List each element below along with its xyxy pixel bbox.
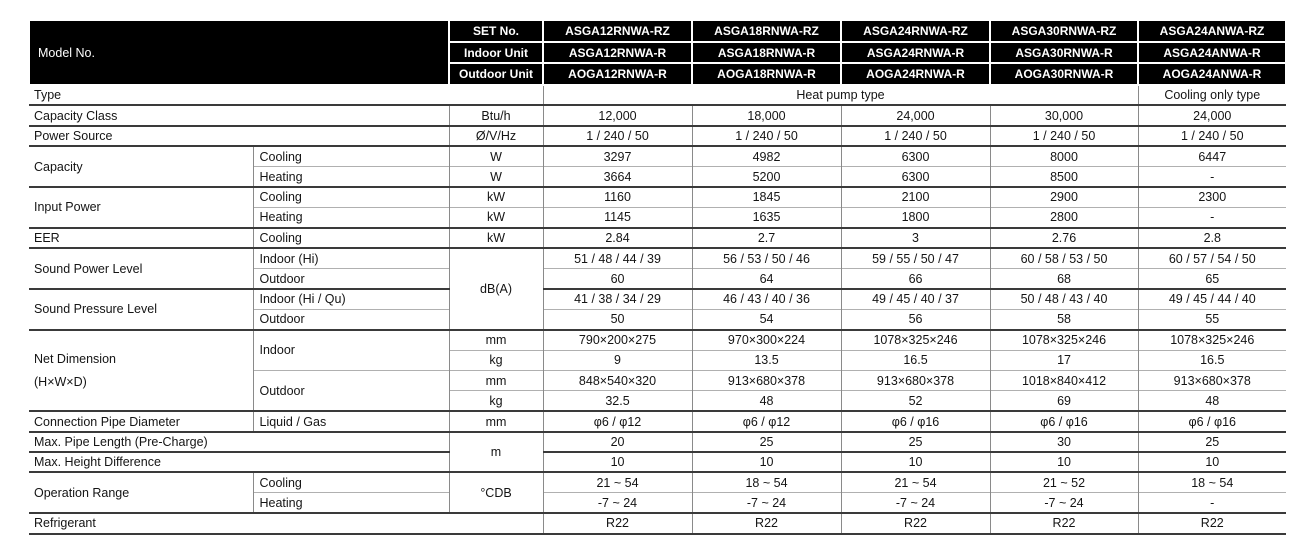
row-eer (29, 228, 1286, 248)
value-cell: 56 (841, 309, 990, 329)
indoor-unit-value: ASGA30RNWA-R (990, 42, 1138, 64)
value-cell: φ6 / φ16 (1138, 411, 1286, 431)
sound-power-outdoor-sublabel: Outdoor (253, 269, 449, 289)
eer-unit: kW (449, 228, 543, 248)
sound-pressure-outdoor-sublabel: Outdoor (253, 309, 449, 329)
value-cell: 64 (692, 269, 841, 289)
row-sound-pressure-indoor (29, 289, 1286, 309)
set-no-value: ASGA30RNWA-RZ (990, 20, 1138, 42)
value-cell: 13.5 (692, 350, 841, 370)
value-cell: 25 (841, 432, 990, 452)
value-cell: 66 (841, 269, 990, 289)
max-height-difference-label: Max. Height Difference (29, 452, 449, 472)
row-power-source (29, 126, 1286, 146)
type-label: Type (34, 88, 62, 103)
type-cooling-only-value: Cooling only type (1138, 85, 1286, 105)
value-cell: 1 / 240 / 50 (990, 126, 1138, 146)
row-connection-pipe (29, 411, 1286, 431)
net-dim-indoor-kg-unit: kg (449, 350, 543, 370)
value-cell: 20 (543, 432, 692, 452)
value-cell: R22 (543, 513, 692, 533)
value-cell: 2800 (990, 207, 1138, 227)
indoor-unit-label: Indoor Unit (449, 42, 543, 64)
power-source-unit: Ø/V/Hz (449, 126, 543, 146)
indoor-unit-value: ASGA24RNWA-R (841, 42, 990, 64)
value-cell: 12,000 (543, 105, 692, 125)
value-cell: - (1138, 207, 1286, 227)
row-type (29, 85, 1286, 105)
power-source-label: Power Source (29, 126, 449, 146)
net-dim-indoor-sublabel: Indoor (253, 330, 449, 371)
value-cell: 16.5 (1138, 350, 1286, 370)
value-cell: 24,000 (1138, 105, 1286, 125)
input-power-cooling-unit: kW (449, 187, 543, 207)
indoor-unit-value: ASGA24ANWA-R (1138, 42, 1286, 64)
value-cell: 68 (990, 269, 1138, 289)
value-cell: 56 / 53 / 50 / 46 (692, 248, 841, 268)
value-cell: 17 (990, 350, 1138, 370)
net-dimension-label-line2: (H×W×D) (34, 375, 87, 390)
max-pipe-length-label: Max. Pipe Length (Pre-Charge) (29, 432, 449, 452)
outdoor-unit-label: Outdoor Unit (449, 63, 543, 85)
input-power-heating-unit: kW (449, 207, 543, 227)
value-cell: 18,000 (692, 105, 841, 125)
value-cell: 25 (1138, 432, 1286, 452)
sound-power-indoor-sublabel: Indoor (Hi) (253, 248, 449, 268)
value-cell: 30,000 (990, 105, 1138, 125)
value-cell: 51 / 48 / 44 / 39 (543, 248, 692, 268)
row-capacity-class (29, 105, 1286, 125)
value-cell: R22 (692, 513, 841, 533)
input-power-cooling-sublabel: Cooling (253, 187, 449, 207)
value-cell: 8000 (990, 146, 1138, 166)
value-cell: 21 ~ 54 (841, 472, 990, 492)
value-cell: -7 ~ 24 (543, 493, 692, 513)
value-cell: 2100 (841, 187, 990, 207)
row-operation-range-cooling (29, 472, 1286, 492)
sound-power-label: Sound Power Level (29, 248, 253, 289)
net-dim-outdoor-kg-unit: kg (449, 391, 543, 411)
capacity-class-label: Capacity Class (29, 105, 449, 125)
capacity-cooling-unit: W (449, 146, 543, 166)
value-cell: 10 (1138, 452, 1286, 472)
model-no-header: Model No. (29, 20, 449, 85)
row-sound-power-indoor (29, 248, 1286, 268)
value-cell: 1635 (692, 207, 841, 227)
value-cell: 1 / 240 / 50 (841, 126, 990, 146)
net-dim-outdoor-sublabel: Outdoor (253, 371, 449, 412)
value-cell: 1018×840×412 (990, 371, 1138, 391)
set-no-value: ASGA18RNWA-RZ (692, 20, 841, 42)
outdoor-unit-value: AOGA24RNWA-R (841, 63, 990, 85)
value-cell: 5200 (692, 167, 841, 187)
value-cell: 8500 (990, 167, 1138, 187)
value-cell: 848×540×320 (543, 371, 692, 391)
value-cell: 30 (990, 432, 1138, 452)
connection-pipe-unit: mm (449, 411, 543, 431)
spec-table (28, 19, 1287, 535)
header-row-set-no (29, 20, 1286, 42)
sound-level-unit: dB(A) (449, 248, 543, 330)
value-cell: 1078×325×246 (990, 330, 1138, 350)
value-cell: 3664 (543, 167, 692, 187)
value-cell: - (1138, 493, 1286, 513)
connection-pipe-label: Connection Pipe Diameter (29, 411, 253, 431)
set-no-value: ASGA24ANWA-RZ (1138, 20, 1286, 42)
row-capacity-cooling (29, 146, 1286, 166)
value-cell: 50 / 48 / 43 / 40 (990, 289, 1138, 309)
net-dim-indoor-mm-unit: mm (449, 330, 543, 350)
operation-range-label: Operation Range (29, 472, 253, 513)
connection-pipe-sublabel: Liquid / Gas (253, 411, 449, 431)
value-cell: 25 (692, 432, 841, 452)
value-cell: 2300 (1138, 187, 1286, 207)
input-power-label: Input Power (29, 187, 253, 228)
value-cell: 970×300×224 (692, 330, 841, 350)
operation-range-heating-sublabel: Heating (253, 493, 449, 513)
value-cell: 2.84 (543, 228, 692, 248)
value-cell: 6300 (841, 146, 990, 166)
value-cell: - (1138, 167, 1286, 187)
row-input-power-cooling (29, 187, 1286, 207)
indoor-unit-value: ASGA18RNWA-R (692, 42, 841, 64)
set-no-value: ASGA24RNWA-RZ (841, 20, 990, 42)
value-cell: 10 (990, 452, 1138, 472)
value-cell: -7 ~ 24 (841, 493, 990, 513)
value-cell: 24,000 (841, 105, 990, 125)
value-cell: 69 (990, 391, 1138, 411)
eer-cooling-sublabel: Cooling (253, 228, 449, 248)
value-cell: φ6 / φ16 (841, 411, 990, 431)
value-cell: 59 / 55 / 50 / 47 (841, 248, 990, 268)
value-cell: 50 (543, 309, 692, 329)
value-cell: 60 (543, 269, 692, 289)
value-cell: 16.5 (841, 350, 990, 370)
value-cell: 21 ~ 52 (990, 472, 1138, 492)
capacity-label: Capacity (29, 146, 253, 187)
sound-pressure-indoor-sublabel: Indoor (Hi / Qu) (253, 289, 449, 309)
indoor-unit-value: ASGA12RNWA-R (543, 42, 692, 64)
capacity-heating-unit: W (449, 167, 543, 187)
value-cell: R22 (841, 513, 990, 533)
set-no-label: SET No. (449, 20, 543, 42)
value-cell: 65 (1138, 269, 1286, 289)
value-cell: 54 (692, 309, 841, 329)
value-cell: 58 (990, 309, 1138, 329)
net-dim-outdoor-mm-unit: mm (449, 371, 543, 391)
value-cell: 2.7 (692, 228, 841, 248)
value-cell: 18 ~ 54 (692, 472, 841, 492)
value-cell: R22 (1138, 513, 1286, 533)
value-cell: φ6 / φ12 (692, 411, 841, 431)
value-cell: 6300 (841, 167, 990, 187)
input-power-heating-sublabel: Heating (253, 207, 449, 227)
value-cell: 48 (692, 391, 841, 411)
value-cell: φ6 / φ12 (543, 411, 692, 431)
value-cell: 60 / 57 / 54 / 50 (1138, 248, 1286, 268)
value-cell: 49 / 45 / 40 / 37 (841, 289, 990, 309)
row-max-pipe-length (29, 432, 1286, 452)
net-dimension-label (29, 330, 253, 412)
value-cell: 2900 (990, 187, 1138, 207)
row-max-height-difference (29, 452, 1286, 472)
value-cell: 49 / 45 / 44 / 40 (1138, 289, 1286, 309)
value-cell: 3297 (543, 146, 692, 166)
outdoor-unit-value: AOGA24ANWA-R (1138, 63, 1286, 85)
row-refrigerant (29, 513, 1286, 533)
capacity-class-unit: Btu/h (449, 105, 543, 125)
value-cell: 2.8 (1138, 228, 1286, 248)
value-cell: 1078×325×246 (841, 330, 990, 350)
set-no-value: ASGA12RNWA-RZ (543, 20, 692, 42)
sound-pressure-label: Sound Pressure Level (29, 289, 253, 330)
value-cell: 1845 (692, 187, 841, 207)
value-cell: φ6 / φ16 (990, 411, 1138, 431)
value-cell: 4982 (692, 146, 841, 166)
value-cell: 60 / 58 / 53 / 50 (990, 248, 1138, 268)
outdoor-unit-value: AOGA30RNWA-R (990, 63, 1138, 85)
capacity-heating-sublabel: Heating (253, 167, 449, 187)
row-net-dim-indoor-mm (29, 330, 1286, 350)
value-cell: 41 / 38 / 34 / 29 (543, 289, 692, 309)
value-cell: 1800 (841, 207, 990, 227)
value-cell: 1078×325×246 (1138, 330, 1286, 350)
value-cell: 32.5 (543, 391, 692, 411)
value-cell: 1160 (543, 187, 692, 207)
capacity-cooling-sublabel: Cooling (253, 146, 449, 166)
value-cell: -7 ~ 24 (692, 493, 841, 513)
type-heat-pump-value: Heat pump type (543, 85, 1138, 105)
value-cell: 3 (841, 228, 990, 248)
value-cell: 48 (1138, 391, 1286, 411)
value-cell: 55 (1138, 309, 1286, 329)
operation-range-cooling-sublabel: Cooling (253, 472, 449, 492)
value-cell: 913×680×378 (1138, 371, 1286, 391)
value-cell: 1 / 240 / 50 (543, 126, 692, 146)
value-cell: R22 (990, 513, 1138, 533)
value-cell: -7 ~ 24 (990, 493, 1138, 513)
pipe-length-unit: m (449, 432, 543, 473)
value-cell: 2.76 (990, 228, 1138, 248)
value-cell: 913×680×378 (841, 371, 990, 391)
value-cell: 1145 (543, 207, 692, 227)
value-cell: 790×200×275 (543, 330, 692, 350)
net-dimension-label-line1: Net Dimension (34, 352, 116, 367)
value-cell: 1 / 240 / 50 (1138, 126, 1286, 146)
value-cell: 1 / 240 / 50 (692, 126, 841, 146)
value-cell: 46 / 43 / 40 / 36 (692, 289, 841, 309)
value-cell: 9 (543, 350, 692, 370)
value-cell: 913×680×378 (692, 371, 841, 391)
value-cell: 18 ~ 54 (1138, 472, 1286, 492)
outdoor-unit-value: AOGA12RNWA-R (543, 63, 692, 85)
value-cell: 21 ~ 54 (543, 472, 692, 492)
value-cell: 10 (543, 452, 692, 472)
operation-range-unit: °CDB (449, 472, 543, 513)
eer-label: EER (29, 228, 253, 248)
value-cell: 52 (841, 391, 990, 411)
refrigerant-label: Refrigerant (29, 513, 543, 533)
value-cell: 10 (692, 452, 841, 472)
outdoor-unit-value: AOGA18RNWA-R (692, 63, 841, 85)
value-cell: 10 (841, 452, 990, 472)
value-cell: 6447 (1138, 146, 1286, 166)
